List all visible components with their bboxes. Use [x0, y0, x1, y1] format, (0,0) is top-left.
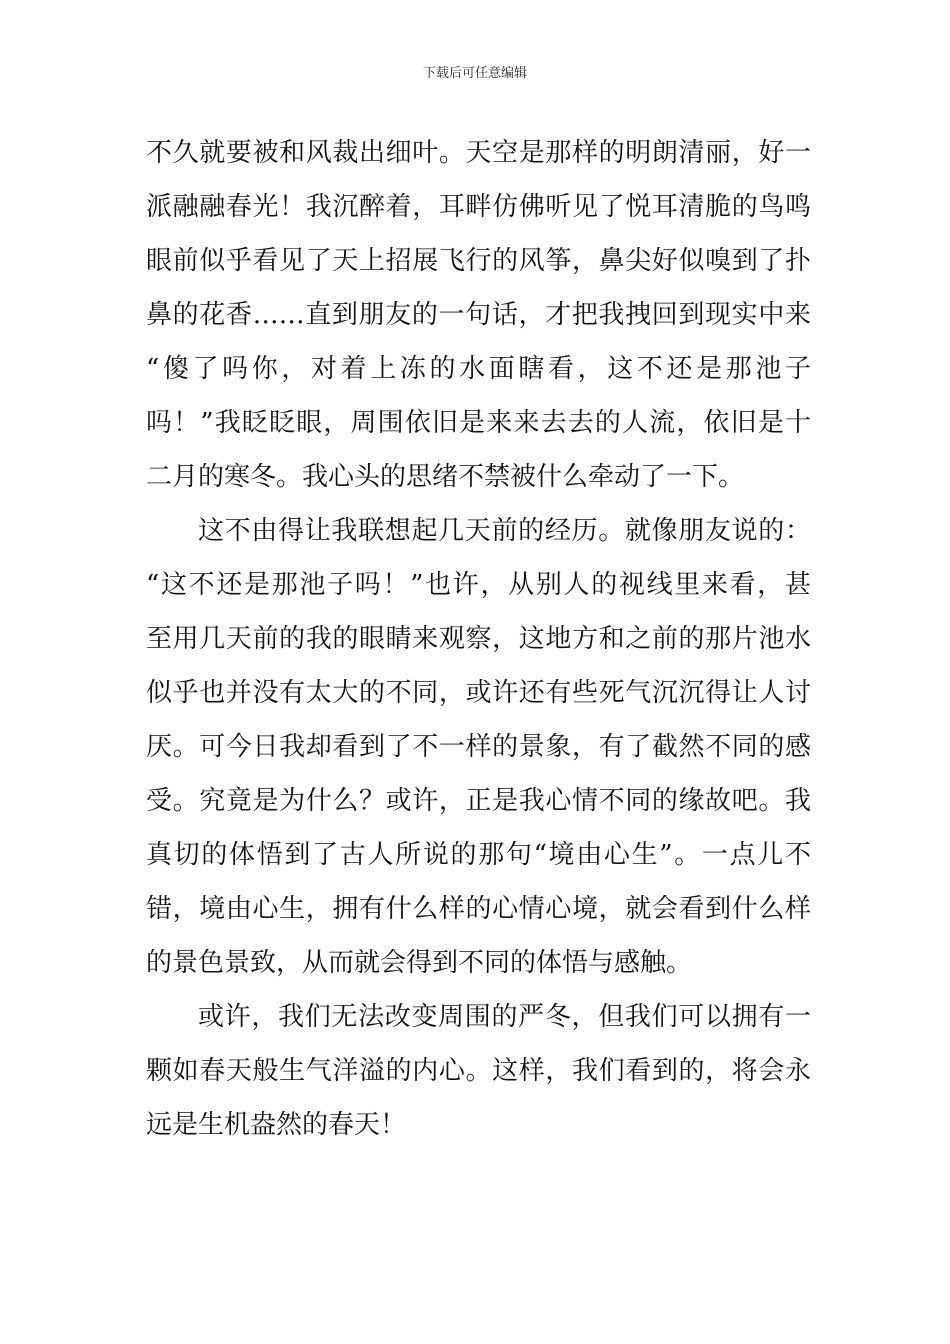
text-line: 的景色景致，从而就会得到不同的体悟与感触。 [146, 948, 693, 978]
text-line: 派融融春光！我沉醉着，耳畔仿佛听见了悦耳清脆的鸟鸣 [146, 192, 811, 222]
text-line: 真切的体悟到了古人所说的那句“境由心生”。一点儿不 [146, 840, 811, 870]
text-line: 不久就要被和风裁出细叶。天空是那样的明朗清丽，好一 [146, 138, 811, 168]
text-line: “这不还是那池子吗！”也许，从别人的视线里来看，甚 [146, 570, 811, 600]
text-line: 受。究竟是为什么？或许，正是我心情不同的缘故吧。我 [146, 786, 811, 816]
text-line: 眼前似乎看见了天上招展飞行的风筝，鼻尖好似嗅到了扑 [146, 246, 811, 276]
text-line: “傻了吗你，对着上冻的水面瞎看，这不还是那池子 [146, 354, 811, 384]
text-line: 颗如春天般生气洋溢的内心。这样，我们看到的，将会永 [146, 1056, 811, 1086]
text-line: 远是生机盎然的春天！ [146, 1110, 407, 1140]
text-line: 至用几天前的我的眼睛来观察，这地方和之前的那片池水 [146, 624, 811, 654]
text-line: 二月的寒冬。我心头的思绪不禁被什么牵动了一下。 [146, 462, 745, 492]
page-header: 下载后可任意编辑 [422, 66, 527, 81]
text-line: 错，境由心生，拥有什么样的心情心境，就会看到什么样 [146, 894, 811, 924]
paragraph-start-line: 或许，我们无法改变周围的严冬，但我们可以拥有一 [198, 1002, 811, 1032]
text-line: 吗！”我眨眨眼，周围依旧是来来去去的人流，依旧是十 [146, 408, 811, 438]
text-line: 鼻的花香……直到朋友的一句话，才把我拽回到现实中来 [146, 300, 811, 330]
text-line: 厌。可今日我却看到了不一样的景象，有了截然不同的感 [146, 732, 811, 762]
article-body [146, 126, 811, 1152]
text-line: 似乎也并没有太大的不同，或许还有些死气沉沉得让人讨 [146, 678, 811, 708]
paragraph-start-line: 这不由得让我联想起几天前的经历。就像朋友说的： [198, 516, 811, 546]
